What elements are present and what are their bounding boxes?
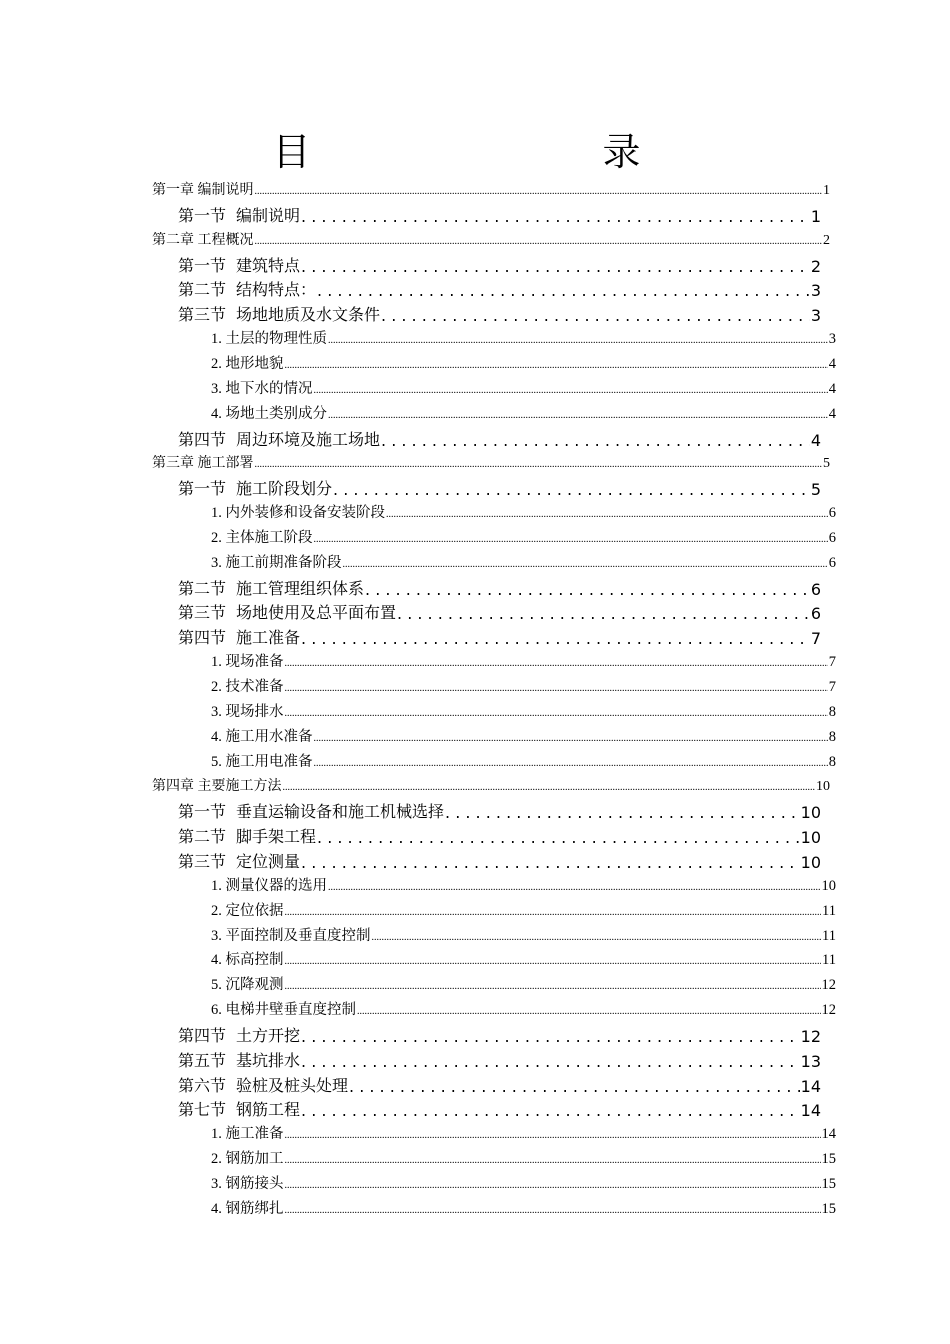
dot-leader bbox=[255, 183, 823, 199]
toc-page-number: 10 bbox=[800, 852, 821, 872]
dot-leader bbox=[285, 356, 828, 373]
toc-section-number: 第一节 bbox=[178, 479, 227, 499]
toc-entry-label: 1. 内外装修和设备安装阶段 bbox=[211, 505, 385, 522]
dot-leader bbox=[301, 629, 810, 648]
toc-entry-label: 2. 技术准备 bbox=[211, 679, 284, 695]
toc-page-number: 13 bbox=[800, 1051, 821, 1071]
page-title: 目 录 bbox=[272, 130, 713, 174]
toc-entry-sub bbox=[211, 1196, 836, 1218]
dot-leader bbox=[285, 977, 821, 994]
toc-entry-label: 4. 施工用水准备 bbox=[211, 728, 313, 745]
dot-leader bbox=[357, 1002, 821, 1019]
toc-entry-label: 施工管理组织体系 bbox=[236, 578, 365, 598]
toc-entry-section bbox=[178, 1022, 821, 1046]
toc-entry-label: 施工准备 bbox=[236, 628, 301, 648]
toc-entry-chapter bbox=[152, 450, 830, 472]
toc-entry-sub bbox=[211, 749, 836, 771]
toc-page-number: 4 bbox=[828, 355, 836, 372]
toc-entry-label: 结构特点： bbox=[236, 280, 317, 300]
toc-entry-label: 编制说明 bbox=[236, 205, 301, 225]
toc-section-number: 第六节 bbox=[178, 1075, 227, 1095]
toc-page-number: 3 bbox=[810, 306, 821, 326]
toc-entry-label: 2. 主体施工阶段 bbox=[211, 529, 313, 546]
toc-entry-section bbox=[178, 276, 821, 300]
toc-section-number: 第三节 bbox=[178, 603, 227, 623]
dot-leader bbox=[317, 281, 810, 300]
toc-entry-sub bbox=[211, 326, 836, 348]
toc-entry-sub bbox=[211, 947, 836, 969]
toc-entry-section bbox=[178, 202, 821, 226]
dot-leader bbox=[285, 1176, 821, 1193]
dot-leader bbox=[301, 1027, 800, 1046]
toc-entry-section bbox=[178, 1047, 821, 1071]
toc-entry-label: 2. 地形地貌 bbox=[211, 355, 284, 372]
toc-entry-sub bbox=[211, 724, 836, 746]
toc-entry-chapter bbox=[152, 177, 830, 199]
toc-section-number: 第四节 bbox=[178, 429, 227, 449]
toc-entry-section bbox=[178, 624, 821, 648]
toc-entry-label: 脚手架工程 bbox=[236, 827, 317, 847]
toc-entry-sub bbox=[211, 525, 836, 547]
toc-entry-section bbox=[178, 599, 821, 623]
toc-page-number: 12 bbox=[821, 977, 836, 994]
toc-entry-label: 第二章 工程概况 bbox=[152, 232, 254, 248]
dot-leader bbox=[317, 828, 800, 847]
toc-entry-label: 3. 地下水的情况 bbox=[211, 380, 313, 397]
toc-page-number: 11 bbox=[822, 902, 836, 919]
toc-page-number: 8 bbox=[828, 703, 836, 720]
toc-entry-label: 1. 土层的物理性质 bbox=[211, 331, 327, 348]
toc-entry-sub bbox=[211, 674, 836, 696]
toc-page-number: 11 bbox=[822, 927, 836, 944]
toc-entry-label: 2. 定位依据 bbox=[211, 902, 284, 919]
dot-leader bbox=[365, 580, 810, 599]
toc-entry-label: 第三章 施工部署 bbox=[152, 456, 254, 472]
dot-leader bbox=[301, 1052, 800, 1071]
toc-page-number: 7 bbox=[810, 629, 821, 649]
toc-entry-sub bbox=[211, 1146, 836, 1168]
dot-leader bbox=[314, 729, 828, 746]
toc-entry-sub bbox=[211, 873, 836, 895]
toc-page-number: 5 bbox=[810, 480, 821, 500]
toc-page-number: 10 bbox=[821, 877, 836, 894]
toc-page-number: 6 bbox=[828, 529, 836, 546]
toc-entry-label: 2. 钢筋加工 bbox=[211, 1151, 284, 1168]
dot-leader bbox=[397, 604, 810, 623]
toc-section-number: 第一节 bbox=[178, 255, 227, 275]
toc-entry-sub bbox=[211, 649, 836, 671]
toc-section-number: 第五节 bbox=[178, 1050, 227, 1070]
dot-leader bbox=[381, 431, 810, 450]
toc-entry-label: 第四章 主要施工方法 bbox=[152, 779, 282, 795]
toc-entry-label: 施工阶段划分 bbox=[236, 479, 333, 499]
toc-entry-sub bbox=[211, 923, 836, 945]
toc-entry-section bbox=[178, 1072, 821, 1096]
toc-entry-sub bbox=[211, 401, 836, 423]
dot-leader bbox=[283, 779, 816, 795]
toc-page-number: 1 bbox=[823, 183, 830, 198]
toc-entry-label: 场地地质及水文条件 bbox=[236, 305, 381, 325]
toc-section-number: 第七节 bbox=[178, 1100, 227, 1120]
toc-section-number: 第四节 bbox=[178, 1025, 227, 1045]
dot-leader bbox=[285, 1126, 821, 1143]
dot-leader bbox=[381, 306, 810, 325]
toc-page-number: 7 bbox=[828, 679, 836, 695]
dot-leader bbox=[285, 1151, 821, 1168]
toc-page-number: 10 bbox=[816, 779, 830, 795]
toc-entry-section bbox=[178, 301, 821, 325]
toc-section-number: 第三节 bbox=[178, 851, 227, 871]
toc-page-number: 15 bbox=[821, 1151, 836, 1168]
dot-leader bbox=[301, 1101, 800, 1120]
toc-entry-section bbox=[178, 575, 821, 599]
dot-leader bbox=[349, 1077, 800, 1096]
toc-page-number: 3 bbox=[828, 331, 836, 348]
toc-entry-label: 4. 标高控制 bbox=[211, 952, 284, 969]
toc-page-number: 12 bbox=[800, 1026, 821, 1046]
toc-entry-section bbox=[178, 823, 821, 847]
toc-entry-label: 土方开挖 bbox=[236, 1025, 301, 1045]
toc-page-number: 2 bbox=[823, 232, 830, 248]
toc-page-number: 4 bbox=[828, 405, 836, 422]
toc-page-number: 14 bbox=[821, 1126, 836, 1143]
toc-entry-label: 周边环境及施工场地 bbox=[236, 429, 381, 449]
toc-page-number: 7 bbox=[828, 654, 836, 671]
toc-entry-label: 3. 施工前期准备阶段 bbox=[211, 554, 342, 571]
toc-page-number: 15 bbox=[821, 1176, 836, 1192]
toc-entry-sub bbox=[211, 997, 836, 1019]
toc-entry-sub bbox=[211, 699, 836, 721]
dot-leader bbox=[301, 853, 800, 872]
toc-page-number: 1 bbox=[810, 206, 821, 226]
toc-entry-label: 建筑特点 bbox=[236, 255, 301, 275]
toc-page-number: 6 bbox=[828, 554, 836, 571]
toc-section-number: 第一节 bbox=[178, 205, 227, 225]
toc-page-number: 6 bbox=[810, 579, 821, 599]
toc-entry-label: 基坑排水 bbox=[236, 1050, 301, 1070]
toc-entry-label: 3. 钢筋接头 bbox=[211, 1176, 284, 1192]
dot-leader bbox=[285, 903, 822, 920]
toc-entry-sub bbox=[211, 972, 836, 994]
toc-entry-section bbox=[178, 252, 821, 276]
toc-section-number: 第一节 bbox=[178, 802, 227, 822]
toc-entry-label: 4. 钢筋绑扎 bbox=[211, 1200, 284, 1217]
toc-entry-section bbox=[178, 1096, 821, 1120]
dot-leader bbox=[285, 654, 828, 671]
toc-section-number: 第四节 bbox=[178, 628, 227, 648]
dot-leader bbox=[314, 754, 828, 771]
dot-leader bbox=[255, 233, 823, 249]
toc-entry-sub bbox=[211, 1171, 836, 1193]
toc-entry-label: 第一章 编制说明 bbox=[152, 183, 254, 198]
toc-entry-label: 钢筋工程 bbox=[236, 1100, 301, 1120]
dot-leader bbox=[343, 555, 828, 572]
toc-page-number: 3 bbox=[810, 281, 821, 301]
toc-entry-sub bbox=[211, 1121, 836, 1143]
dot-leader bbox=[328, 406, 828, 423]
toc-section-number: 第二节 bbox=[178, 280, 227, 300]
dot-leader bbox=[372, 928, 822, 945]
toc-page-number: 4 bbox=[828, 380, 836, 397]
toc-page-number: 11 bbox=[822, 952, 836, 969]
toc-entry-label: 场地使用及总平面布置 bbox=[236, 603, 397, 623]
dot-leader bbox=[445, 803, 800, 822]
dot-leader bbox=[333, 480, 810, 499]
toc-page-number: 5 bbox=[823, 456, 830, 472]
toc-page-number: 6 bbox=[828, 505, 836, 522]
toc-entry-label: 5. 沉降观测 bbox=[211, 977, 284, 994]
toc-entry-sub bbox=[211, 351, 836, 373]
toc-entry-section bbox=[178, 848, 821, 872]
toc-section-number: 第二节 bbox=[178, 827, 227, 847]
toc-entry-label: 1. 施工准备 bbox=[211, 1126, 284, 1143]
dot-leader bbox=[255, 456, 823, 472]
toc-entry-sub bbox=[211, 550, 836, 572]
toc-entry-sub bbox=[211, 376, 836, 398]
toc-entry-label: 定位测量 bbox=[236, 851, 301, 871]
toc-page-number: 15 bbox=[821, 1200, 836, 1217]
dot-leader bbox=[314, 530, 828, 547]
dot-leader bbox=[328, 878, 821, 895]
toc-entry-sub bbox=[211, 500, 836, 522]
dot-leader bbox=[328, 331, 828, 348]
toc-page-number: 14 bbox=[800, 1076, 821, 1096]
dot-leader bbox=[314, 381, 828, 398]
toc-page-number: 10 bbox=[800, 828, 821, 848]
toc-entry-label: 1. 现场准备 bbox=[211, 654, 284, 671]
toc-page-number: 6 bbox=[810, 604, 821, 624]
toc-page-number: 14 bbox=[800, 1101, 821, 1121]
toc-page-number: 12 bbox=[821, 1002, 836, 1019]
dot-leader bbox=[285, 1201, 821, 1218]
dot-leader bbox=[285, 704, 828, 721]
dot-leader bbox=[301, 207, 810, 226]
toc-entry-sub bbox=[211, 898, 836, 920]
toc-entry-label: 6. 电梯井壁垂直度控制 bbox=[211, 1002, 356, 1019]
dot-leader bbox=[285, 952, 822, 969]
toc-entry-section bbox=[178, 475, 821, 499]
toc-entry-chapter bbox=[152, 227, 830, 249]
dot-leader bbox=[285, 679, 828, 696]
toc-entry-label: 3. 平面控制及垂直度控制 bbox=[211, 927, 371, 944]
toc-entry-section bbox=[178, 798, 821, 822]
toc-page-number: 2 bbox=[810, 256, 821, 276]
toc-page-number: 8 bbox=[828, 753, 836, 770]
toc-entry-label: 验桩及桩头处理 bbox=[236, 1075, 349, 1095]
toc-page-number: 10 bbox=[800, 803, 821, 823]
toc-entry-section bbox=[178, 426, 821, 450]
toc-entry-label: 5. 施工用电准备 bbox=[211, 753, 313, 770]
toc-page-number: 4 bbox=[810, 430, 821, 450]
dot-leader bbox=[301, 257, 810, 276]
toc-page-number: 8 bbox=[828, 728, 836, 745]
toc-entry-label: 1. 测量仪器的选用 bbox=[211, 877, 327, 894]
dot-leader bbox=[386, 505, 828, 522]
toc-entry-chapter bbox=[152, 773, 830, 795]
toc-entry-label: 垂直运输设备和施工机械选择 bbox=[236, 802, 445, 822]
toc-entry-label: 3. 现场排水 bbox=[211, 703, 284, 720]
toc-section-number: 第三节 bbox=[178, 305, 227, 325]
toc-entry-label: 4. 场地土类别成分 bbox=[211, 405, 327, 422]
toc-section-number: 第二节 bbox=[178, 578, 227, 598]
